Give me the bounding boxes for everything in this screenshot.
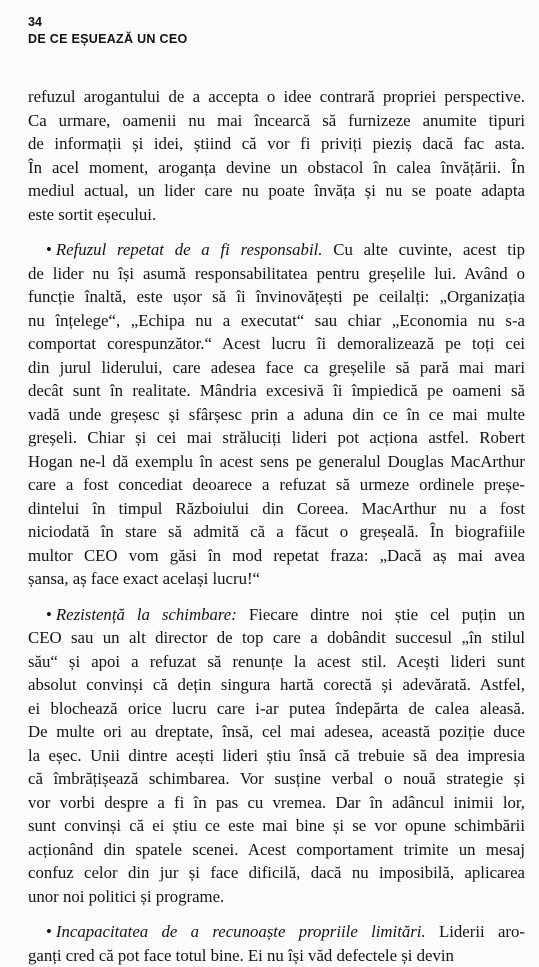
text-line: din jurul liderului, care adesea face ca greșelile să pară mai mari	[28, 356, 525, 380]
text-line: său“ și apoi a refuzat să renunțe la acest stil. Acești lideri sunt	[28, 650, 525, 674]
bullet-marker: •	[46, 240, 56, 259]
text-line: unor noi politici și programe.	[28, 885, 525, 909]
text-line: sunt convinși că ei știu ce este mai bine și se vor opune schimbării	[28, 814, 525, 838]
paragraph-continuation	[28, 85, 525, 226]
text-line: confuz celor din jur și face dificilă, dacă nu imposibilă, aplicarea	[28, 861, 525, 885]
text-line: la eșec. Unii dintre acești lideri știu însă că trebuie să dea impresia	[28, 744, 525, 768]
text-line: absolut convinși că dețin singura hartă corectă și adevărată. Astfel,	[28, 673, 525, 697]
bullet-first-line	[28, 920, 525, 944]
running-title: DE CE EȘUEAZĂ UN CEO	[28, 31, 188, 48]
text-line: refuzul arogantului de a accepta o idee contrară propriei perspective.	[28, 85, 525, 109]
text-line: nu înțelege“, „Echipa nu a executat“ sau chiar „Economia nu s-a	[28, 309, 525, 333]
text-line: funcție înaltă, este ușor să îi învinovățești pe ceilalți: „Organizația	[28, 285, 525, 309]
text-line: că îmbrățișează schimbarea. Vor susține verbal o nouă strategie și	[28, 767, 525, 791]
text-line: ei blochează orice lucru care i-ar putea îndepărta de calea aleasă.	[28, 697, 525, 721]
text-line: niciodată în stare să admită că a făcut o greșeală. În biografiile	[28, 520, 525, 544]
text-line: dintelui în timpul Războiului din Coreea. MacArthur nu a fost	[28, 497, 525, 521]
body-text	[28, 85, 525, 967]
text-line: este sortit eșecului.	[28, 203, 525, 227]
bullet-lead: Refuzul repetat de a fi responsabil.	[56, 240, 323, 259]
text-line: vor vorbi despre a fi în pas cu vremea. Dar în adâncul inimii lor,	[28, 791, 525, 815]
text-line: În acel moment, aroganța devine un obstacol în calea învățării. În	[28, 156, 525, 180]
bullet-lead: Rezistență la schimbare:	[56, 605, 237, 624]
text-line: multor CEO vom găsi în mod repetat fraza: „Dacă aș mai avea	[28, 544, 525, 568]
bullet-marker: •	[46, 922, 56, 941]
text-line: CEO sau un alt director de top care a dobândit succesul „în stilul	[28, 626, 525, 650]
text-line: Hogan ne-l dă exemplu în acest sens pe generalul Douglas MacArthur	[28, 450, 525, 474]
text-line: De multe ori au dreptate, însă, cel mai adesea, această poziție duce	[28, 720, 525, 744]
bullet-incapacitatea	[28, 920, 525, 967]
text-line: greșeli. Chiar și cei mai străluciți lideri pot acționa astfel. Robert	[28, 426, 525, 450]
text-line: vadă unde greșesc și sfârșesc prin a aduna din ce în ce mai multe	[28, 403, 525, 427]
bullet-refuzul-repetat	[28, 238, 525, 591]
text-line: comportat corespunzător.“ Acest lucru îi demoralizează pe toți cei	[28, 332, 525, 356]
bullet-first-line-text: Cu alte cuvinte, acest tip	[322, 240, 525, 259]
bullet-lead: Incapacitatea de a recunoaște propriile limitări.	[56, 922, 426, 941]
text-line: șansa, aș face exact același lucru!“	[28, 567, 525, 591]
bullet-first-line	[28, 603, 525, 627]
text-line: care a fost concediat deoarece a refuzat să urmeze ordinele preșe-	[28, 473, 525, 497]
bullet-marker: •	[46, 605, 56, 624]
text-line: ganți cred că pot face totul bine. Ei nu își văd defectele și devin	[28, 944, 525, 967]
bullet-first-line-text: Fiecare dintre noi știe cel puțin un	[237, 605, 525, 624]
text-line: decât sunt în realitate. Mândria excesivă îi împiedică pe oameni să	[28, 379, 525, 403]
text-line: mediul actual, un lider care nu poate învăța și nu se poate adapta	[28, 179, 525, 203]
text-line: Ca urmare, oamenii nu mai încearcă să furnizeze anumite tipuri	[28, 109, 525, 133]
text-line: de informații și idei, știind că vor fi priviți pieziș dacă fac asta.	[28, 132, 525, 156]
text-line: acționând din spatele scenei. Acest comportament trimite un mesaj	[28, 838, 525, 862]
text-line: de lider nu își asumă responsabilitatea pentru greșelile lui. Având o	[28, 262, 525, 286]
bullet-rezistenta-la-schimbare	[28, 603, 525, 909]
page-number: 34	[28, 14, 188, 31]
bullet-first-line-text: Liderii aro-	[426, 922, 525, 941]
page-header	[28, 14, 188, 48]
bullet-first-line	[28, 238, 525, 262]
